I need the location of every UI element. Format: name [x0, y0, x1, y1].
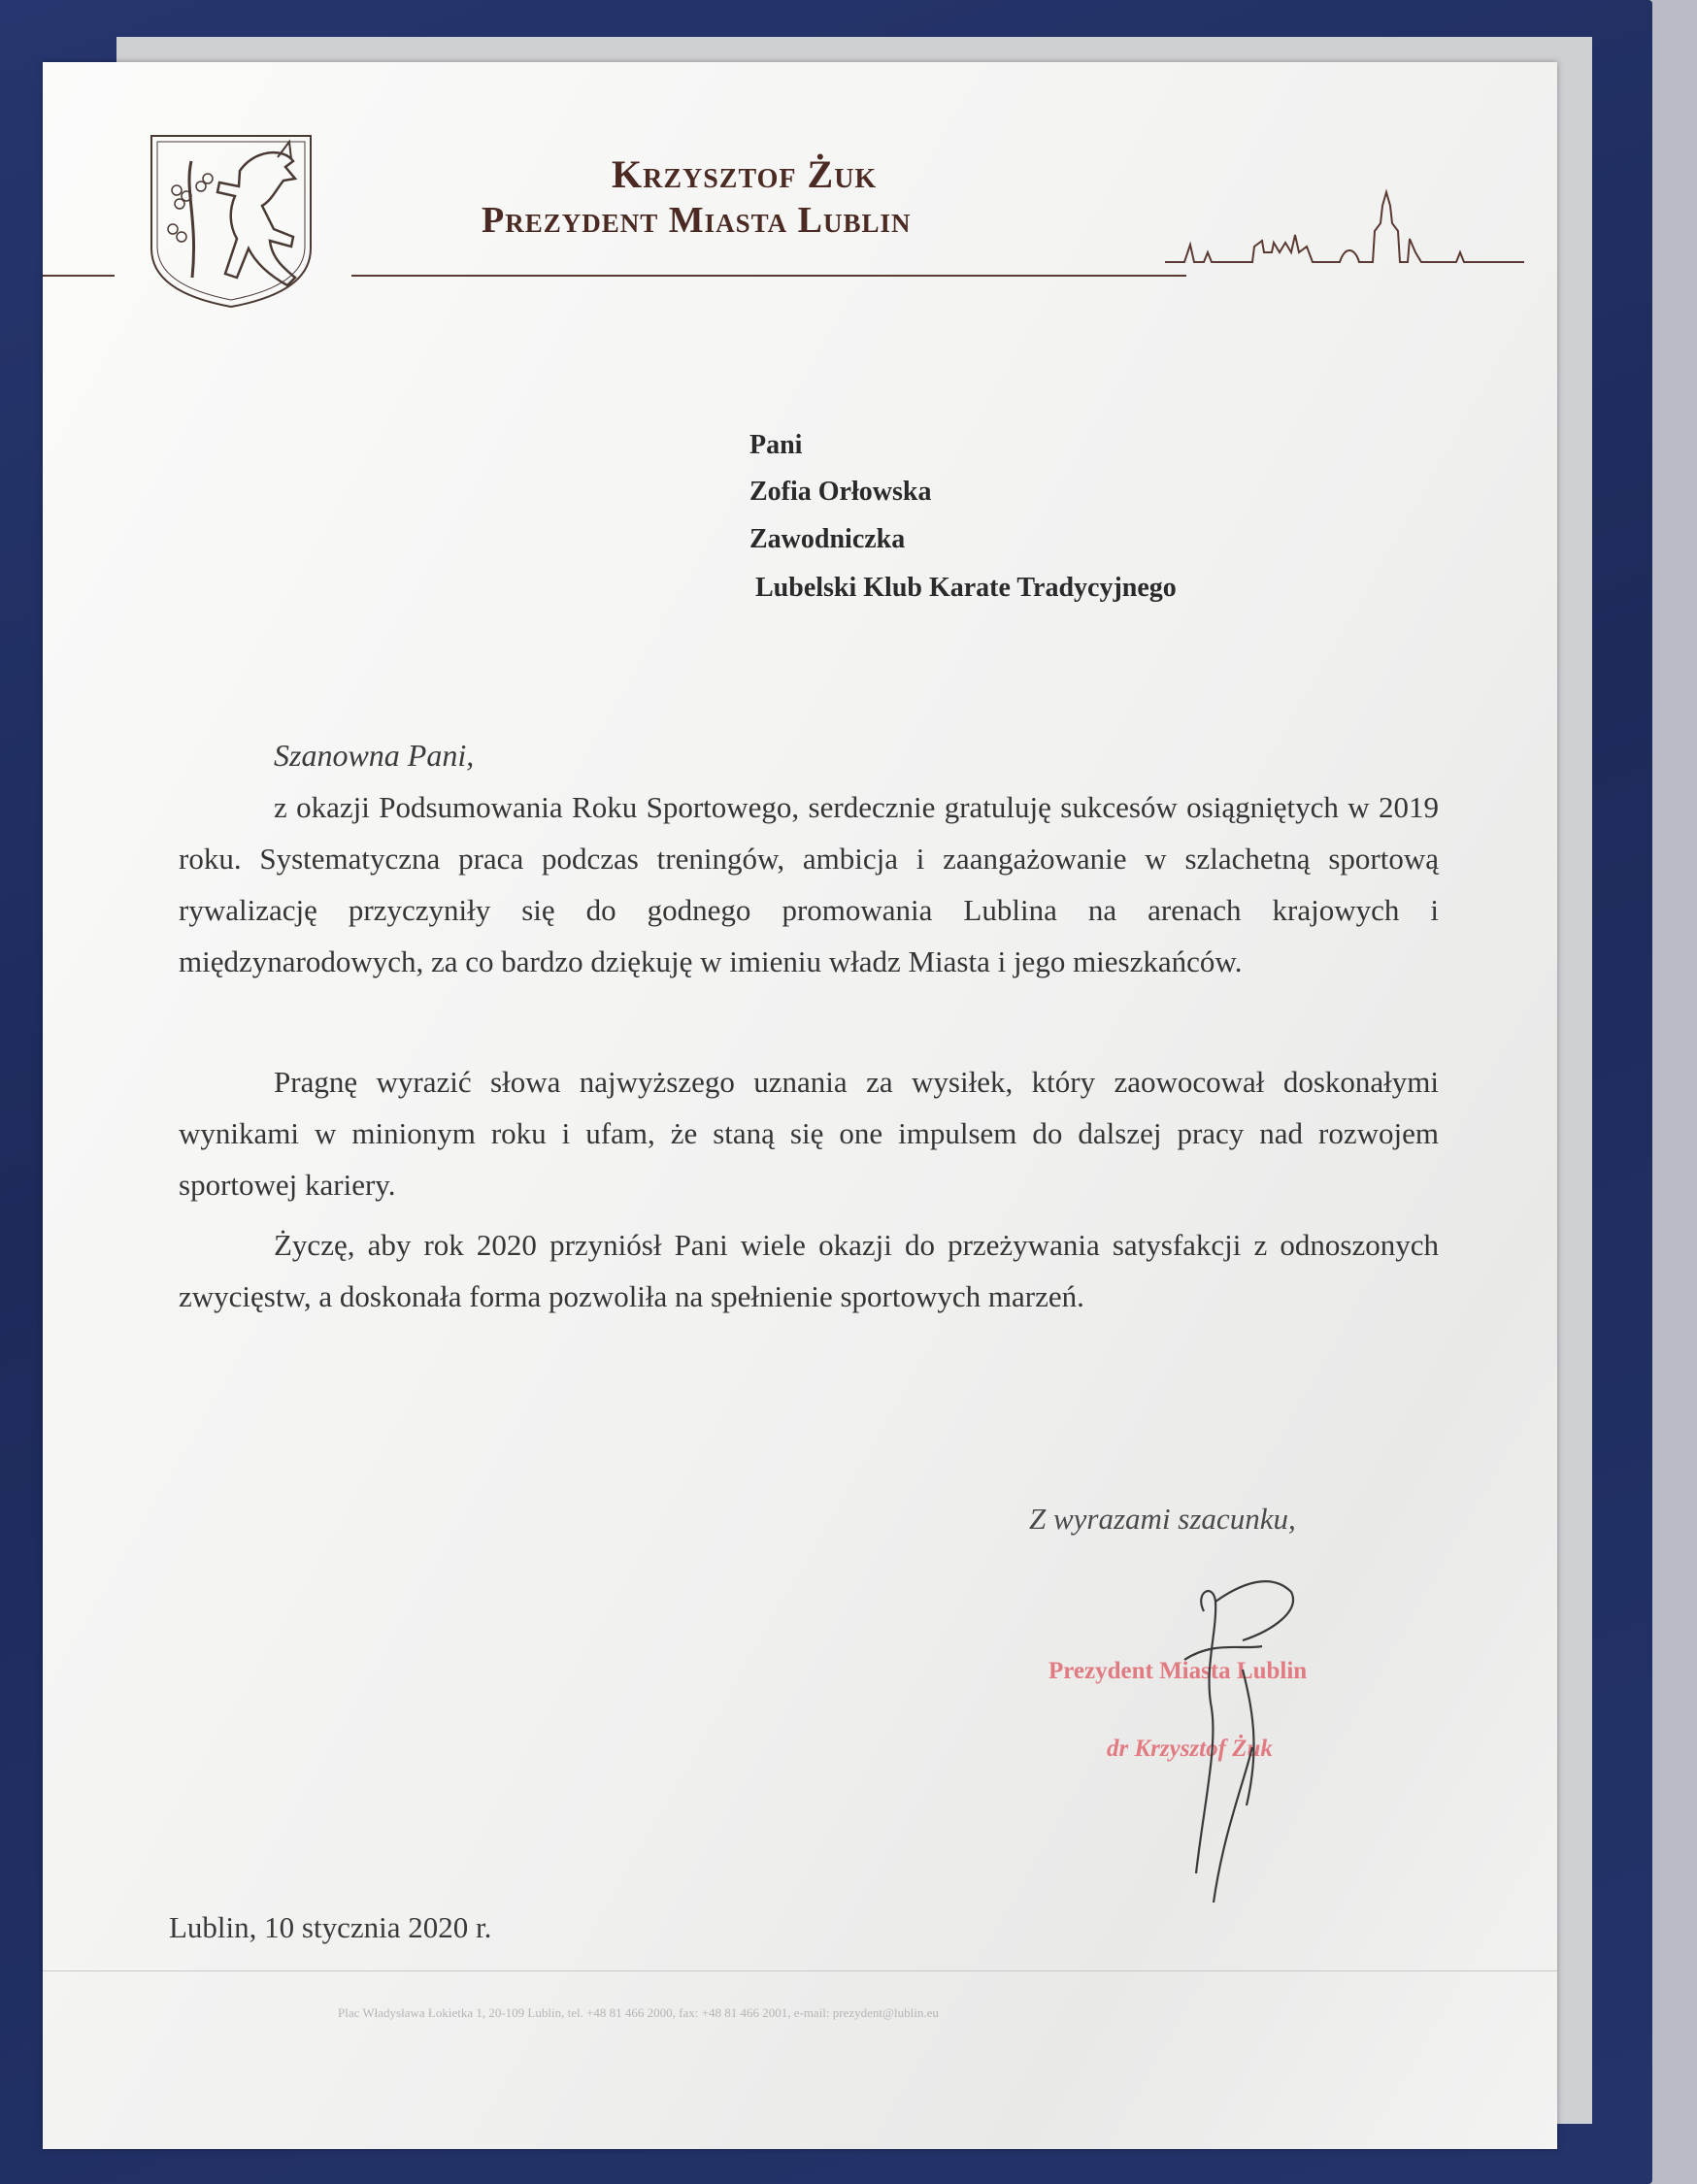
- header-rule-left: [43, 275, 115, 277]
- stamp-name: dr Krzysztof Żuk: [1107, 1736, 1273, 1762]
- recipient-name: Zofia Orłowska: [749, 477, 932, 507]
- letterhead-name: Krzysztof Żuk: [612, 152, 878, 196]
- letterhead-title: Prezydent Miasta Lublin: [482, 200, 912, 241]
- letter-paragraph-1: z okazji Podsumowania Roku Sportowego, serdecznie gratuluję sukcesów osiągniętych w 2019 roku. Systematyczna praca podczas treningów, ambicja i zaangażowanie w szlachetną sportową rywalizację przyczyniły się do godnego promowania Lublina na arenach krajowych i międzynarodowych, za co bardzo dziękuję w imieniu władz Miasta i jego mieszkańców.: [179, 790, 1439, 978]
- recipient-role: Zawodniczka: [749, 524, 906, 554]
- lublin-coat-of-arms-icon: [148, 132, 315, 311]
- letter-greeting: Szanowna Pani,: [274, 738, 475, 773]
- city-skyline-icon: [1165, 184, 1534, 281]
- header-rule-right: [351, 275, 1186, 277]
- recipient-salutation: Pani: [749, 430, 803, 460]
- place-and-date: Lublin, 10 stycznia 2020 r.: [169, 1910, 492, 1944]
- stamp-office: Prezydent Miasta Lublin: [1048, 1658, 1308, 1684]
- footer-contact: Plac Władysława Łokietka 1, 20-109 Lublin, tel. +48 81 466 2000, fax: +48 81 466 2001, e-mail: prezydent@lublin.eu: [338, 2005, 939, 2020]
- recipient-club: Lubelski Klub Karate Tradycyjnego: [755, 573, 1177, 603]
- footer-rule: [43, 1970, 1557, 1971]
- letter-closing: Z wyrazami szacunku,: [1029, 1502, 1296, 1536]
- letter-paragraph-2: Pragnę wyrazić słowa najwyższego uznania za wysiłek, który zaowocował doskonałymi wynikami w minionym roku i ufam, że staną się one impulsem do dalszej pracy nad rozwojem sportowej kariery.: [179, 1065, 1439, 1202]
- handwritten-signature: [1146, 1553, 1320, 1922]
- letter-paragraph-3: Życzę, aby rok 2020 przyniósł Pani wiele okazji do przeżywania satysfakcji z odnoszonych zwycięstw, a doskonała forma pozwoliła na spełnienie sportowych marzeń.: [179, 1228, 1439, 1313]
